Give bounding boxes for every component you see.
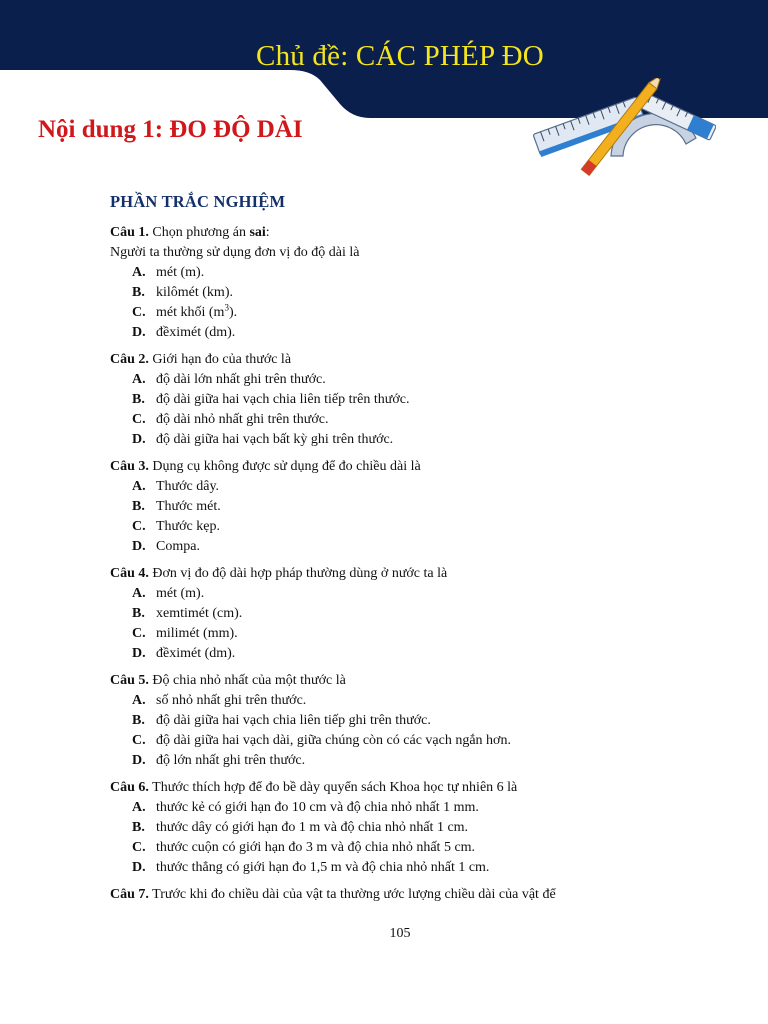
- section-title: Nội dung 1: ĐO ĐỘ DÀI: [38, 116, 303, 143]
- ruler-protractor-pencil-icon: [526, 78, 716, 178]
- question-number: Câu 5.: [110, 673, 149, 688]
- question-text-line: Người ta thường sử dụng đơn vị đo độ dài là: [110, 245, 360, 260]
- option-text-main: Thước dây.: [156, 479, 220, 494]
- option-text-main: số nhỏ nhất ghi trên thước.: [156, 693, 307, 708]
- question-text: Dụng cụ không được sử dụng để đo chiều dài là: [148, 459, 421, 474]
- answer-option: [110, 430, 750, 450]
- option-text-main: xemtimét (cm).: [156, 606, 243, 621]
- question-stem: [110, 671, 750, 691]
- option-label: D.: [132, 753, 146, 768]
- option-text-main: thước kẻ có giới hạn đo 10 cm và độ chia nhỏ nhất 1 mm.: [156, 800, 479, 815]
- option-text-main: độ dài nhỏ nhất ghi trên thước.: [156, 412, 329, 427]
- question-number: Câu 4.: [110, 566, 149, 581]
- option-superscript: 3: [224, 302, 229, 313]
- option-text: [156, 370, 326, 390]
- option-label: A.: [132, 479, 146, 494]
- question-number: Câu 6.: [110, 780, 149, 795]
- option-text-main: Compa.: [156, 539, 200, 554]
- option-label: B.: [132, 820, 145, 835]
- part-heading: PHẦN TRẮC NGHIỆM: [110, 192, 286, 211]
- question-emphasis: sai: [249, 225, 266, 240]
- option-text: [156, 263, 204, 283]
- option-text: [156, 644, 235, 664]
- answer-option: [110, 410, 750, 430]
- question-stem: [110, 457, 750, 477]
- answer-option: [110, 263, 750, 283]
- option-label: C.: [132, 626, 146, 641]
- question-block: [110, 564, 750, 664]
- answer-option: [110, 838, 750, 858]
- option-text: [156, 858, 489, 878]
- question-number: Câu 3.: [110, 459, 149, 474]
- option-text-main: milimét (mm).: [156, 626, 238, 641]
- question-text: Độ chia nhỏ nhất của một thước là: [148, 673, 346, 688]
- question-number: Câu 7.: [110, 887, 149, 902]
- question-number: Câu 1.: [110, 225, 149, 240]
- option-text-main: thước cuộn có giới hạn đo 3 m và độ chia nhỏ nhất 5 cm.: [156, 840, 476, 855]
- option-text: [156, 430, 393, 450]
- option-label: A.: [132, 800, 146, 815]
- question-text: Chọn phương án: [148, 225, 250, 240]
- option-text-main: thước thẳng có giới hạn đo 1,5 m và độ chia nhỏ nhất 1 cm.: [156, 860, 490, 875]
- option-text: [156, 537, 200, 557]
- question-block: [110, 457, 750, 557]
- option-text: [156, 323, 235, 343]
- question-block: [110, 778, 750, 878]
- option-text-main: mét (m).: [156, 586, 205, 601]
- option-label: B.: [132, 499, 145, 514]
- option-label: C.: [132, 840, 146, 855]
- question-block: [110, 350, 750, 450]
- option-label: D.: [132, 646, 146, 661]
- option-label: C.: [132, 412, 146, 427]
- option-text: [156, 303, 237, 323]
- option-label: A.: [132, 586, 146, 601]
- option-text-main: kilômét (km).: [156, 285, 233, 300]
- option-text-main: độ dài giữa hai vạch chia liên tiếp trên thước.: [156, 392, 410, 407]
- option-label: A.: [132, 372, 146, 387]
- option-label: B.: [132, 606, 145, 621]
- option-text: [156, 283, 233, 303]
- option-label: D.: [132, 432, 146, 447]
- option-label: B.: [132, 285, 145, 300]
- option-label: D.: [132, 860, 146, 875]
- option-text: [156, 604, 242, 624]
- option-label: C.: [132, 733, 146, 748]
- page-title: Chủ đề: CÁC PHÉP ĐO: [256, 40, 544, 72]
- answer-option: [110, 303, 750, 323]
- question-stem: [110, 350, 750, 370]
- question-text: Thước thích hợp để đo bề dày quyển sách Khoa học tự nhiên 6 là: [148, 780, 518, 795]
- option-text: [156, 798, 479, 818]
- question-list: [110, 223, 750, 905]
- question-stem: [110, 778, 750, 798]
- option-text-main: mét (m).: [156, 265, 205, 280]
- option-label: B.: [132, 392, 145, 407]
- question-block: [110, 671, 750, 771]
- option-text: [156, 691, 306, 711]
- option-text: [156, 584, 204, 604]
- question-stem: [110, 564, 750, 584]
- answer-option: [110, 497, 750, 517]
- option-text-main: độ dài giữa hai vạch chia liên tiếp ghi trên thước.: [156, 713, 431, 728]
- option-text-main: độ lớn nhất ghi trên thước.: [156, 753, 306, 768]
- question-text: Giới hạn đo của thước là: [148, 352, 292, 367]
- option-label: B.: [132, 713, 145, 728]
- option-text-main: đềximét (dm).: [156, 325, 236, 340]
- option-text-main: độ dài giữa hai vạch bất kỳ ghi trên thước.: [156, 432, 394, 447]
- answer-option: [110, 477, 750, 497]
- question-text: :: [265, 225, 270, 240]
- option-label: C.: [132, 305, 146, 320]
- option-text-main: Thước mét.: [156, 499, 221, 514]
- option-text-main: Thước kẹp.: [156, 519, 220, 534]
- question-text: Trước khi đo chiều dài của vật ta thường ước lượng chiều dài của vật để: [148, 887, 556, 902]
- answer-option: [110, 584, 750, 604]
- answer-option: [110, 751, 750, 771]
- option-label: D.: [132, 539, 146, 554]
- option-text: [156, 410, 328, 430]
- option-text-main: đềximét (dm).: [156, 646, 236, 661]
- option-text: [156, 497, 221, 517]
- page-number: 105: [389, 926, 411, 941]
- option-text-main: độ dài lớn nhất ghi trên thước.: [156, 372, 326, 387]
- answer-option: [110, 711, 750, 731]
- option-text-main: mét khối (m: [156, 305, 225, 320]
- option-text: [156, 624, 238, 644]
- answer-option: [110, 537, 750, 557]
- option-text: [156, 818, 468, 838]
- answer-option: [110, 323, 750, 343]
- option-text: [156, 477, 219, 497]
- answer-option: [110, 370, 750, 390]
- answer-option: [110, 390, 750, 410]
- answer-option: [110, 798, 750, 818]
- question-stem: [110, 885, 750, 905]
- main-content: [110, 192, 750, 912]
- option-text-after: ).: [228, 305, 238, 320]
- answer-option: [110, 604, 750, 624]
- option-label: A.: [132, 265, 146, 280]
- answer-option: [110, 691, 750, 711]
- option-label: A.: [132, 693, 146, 708]
- question-text: Đơn vị đo độ dài hợp pháp thường dùng ở nước ta là: [148, 566, 448, 581]
- option-text: [156, 731, 511, 751]
- option-text-main: thước dây có giới hạn đo 1 m và độ chia nhỏ nhất 1 cm.: [156, 820, 469, 835]
- option-text: [156, 838, 475, 858]
- question-block: [110, 885, 750, 905]
- answer-option: [110, 858, 750, 878]
- option-label: C.: [132, 519, 146, 534]
- answer-option: [110, 283, 750, 303]
- option-text: [156, 751, 305, 771]
- option-text: [156, 517, 220, 537]
- answer-option: [110, 644, 750, 664]
- question-stem: [110, 223, 750, 243]
- answer-option: [110, 624, 750, 644]
- question-block: [110, 223, 750, 343]
- answer-option: [110, 731, 750, 751]
- option-text-main: độ dài giữa hai vạch dài, giữa chúng còn có các vạch ngắn hơn.: [156, 733, 511, 748]
- option-text: [156, 711, 431, 731]
- answer-option: [110, 818, 750, 838]
- question-number: Câu 2.: [110, 352, 149, 367]
- option-label: D.: [132, 325, 146, 340]
- option-text: [156, 390, 410, 410]
- answer-option: [110, 517, 750, 537]
